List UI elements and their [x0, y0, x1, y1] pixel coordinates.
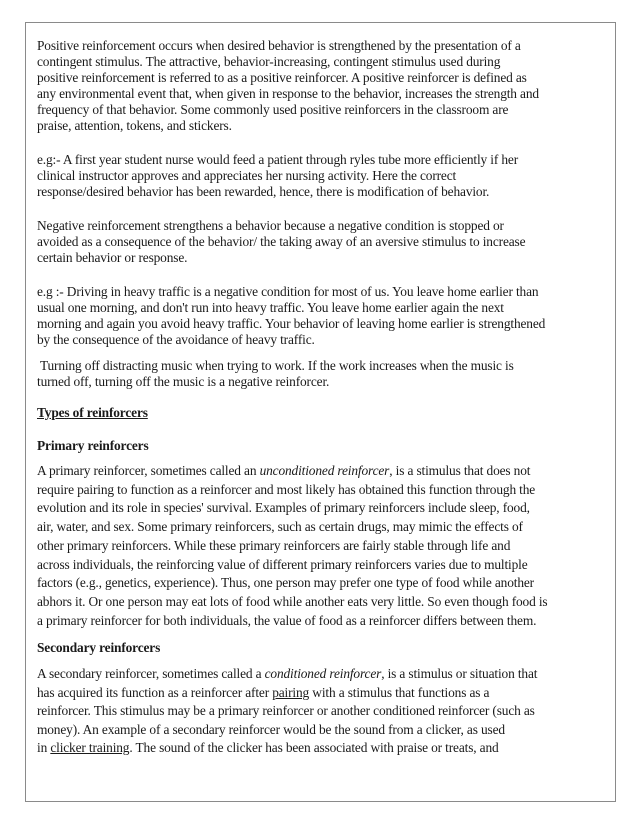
emphasis: unconditioned reinforcer: [259, 463, 390, 478]
text-line: factors (e.g., genetics, experience). Thus, one person may prefer one type of food while another: [37, 575, 534, 590]
text-line: praise, attention, tokens, and stickers.: [37, 118, 232, 133]
link-clicker-training[interactable]: clicker training: [50, 740, 130, 755]
text-line: e.g:- A first year student nurse would feed a patient through ryles tube more efficiently if her: [37, 152, 519, 167]
text-line: frequency of that behavior. Some commonly used positive reinforcers in the classroom are: [37, 102, 509, 117]
text: with a stimulus that functions as a: [309, 685, 490, 700]
text-line: certain behavior or response.: [37, 250, 188, 265]
text-line: usual one morning, and don't run into heavy traffic. You leave home earlier again the next: [37, 300, 504, 315]
section-heading-types: Types of reinforcers: [37, 405, 148, 420]
text: A primary reinforcer, sometimes called an: [37, 463, 260, 478]
text: , is a stimulus or situation that: [381, 666, 538, 681]
text: . The sound of the clicker has been associated with praise or treats, and: [129, 740, 499, 755]
text-line: response/desired behavior has been rewarded, hence, there is modification of behavior.: [37, 184, 490, 199]
text-line: a primary reinforcer for both individuals, the value of food as a reinforcer differs between them.: [37, 613, 537, 628]
text-line: by the consequence of the avoidance of heavy traffic.: [37, 332, 315, 347]
text-line: abhors it. Or one person may eat lots of food while another eats very little. So even though food is: [37, 594, 548, 609]
text-line: positive reinforcement is referred to as a positive reinforcer. A positive reinforcer is defined as: [37, 70, 527, 85]
text-line: [37, 685, 489, 701]
text-line: turned off, turning off the music is a negative reinforcer.: [37, 374, 330, 389]
text-line: across individuals, the reinforcing value of different primary reinforcers varies due to multiple: [37, 557, 528, 572]
text-line: air, water, and sex. Some primary reinforcers, such as certain drugs, may mimic the effects of: [37, 519, 523, 534]
text-line: require pairing to function as a reinforcer and most likely has obtained this function through the: [37, 482, 536, 497]
text-line: [37, 666, 537, 682]
text-line: clinical instructor approves and appreciates her nursing activity. Here the correct: [37, 168, 457, 183]
text: has acquired its function as a reinforcer after: [37, 685, 273, 700]
text-line: Turning off distracting music when trying to work. If the work increases when the music is: [37, 358, 514, 373]
text: in: [37, 740, 51, 755]
text-line: any environmental event that, when given in response to the behavior, increases the strength and: [37, 86, 539, 101]
text-line: contingent stimulus. The attractive, behavior-increasing, contingent stimulus used during: [37, 54, 501, 69]
emphasis: conditioned reinforcer: [264, 666, 382, 681]
text-line: [37, 740, 499, 756]
text-line: avoided as a consequence of the behavior/ the taking away of an aversive stimulus to increase: [37, 234, 526, 249]
text: A secondary reinforcer, sometimes called a: [37, 666, 265, 681]
text-line: [37, 463, 530, 479]
text-line: other primary reinforcers. While these primary reinforcers are fairly stable through life and: [37, 538, 511, 553]
text-line: evolution and its role in species' survival. Examples of primary reinforcers include sleep, food,: [37, 500, 530, 515]
text: , is a stimulus that does not: [389, 463, 531, 478]
subheading-secondary: Secondary reinforcers: [37, 640, 161, 655]
link-pairing[interactable]: pairing: [272, 685, 310, 700]
text-line: Positive reinforcement occurs when desired behavior is strengthened by the presentation of a: [37, 38, 521, 53]
text-line: e.g :- Driving in heavy traffic is a negative condition for most of us. You leave home earlier than: [37, 284, 539, 299]
text-line: reinforcer. This stimulus may be a primary reinforcer or another conditioned reinforcer (such as: [37, 703, 535, 718]
text-line: morning and again you avoid heavy traffic. Your behavior of leaving home earlier is strengthened: [37, 316, 546, 331]
text-line: Negative reinforcement strengthens a behavior because a negative condition is stopped or: [37, 218, 504, 233]
subheading-primary: Primary reinforcers: [37, 438, 149, 453]
text-line: money). An example of a secondary reinforcer would be the sound from a clicker, as used: [37, 722, 505, 737]
